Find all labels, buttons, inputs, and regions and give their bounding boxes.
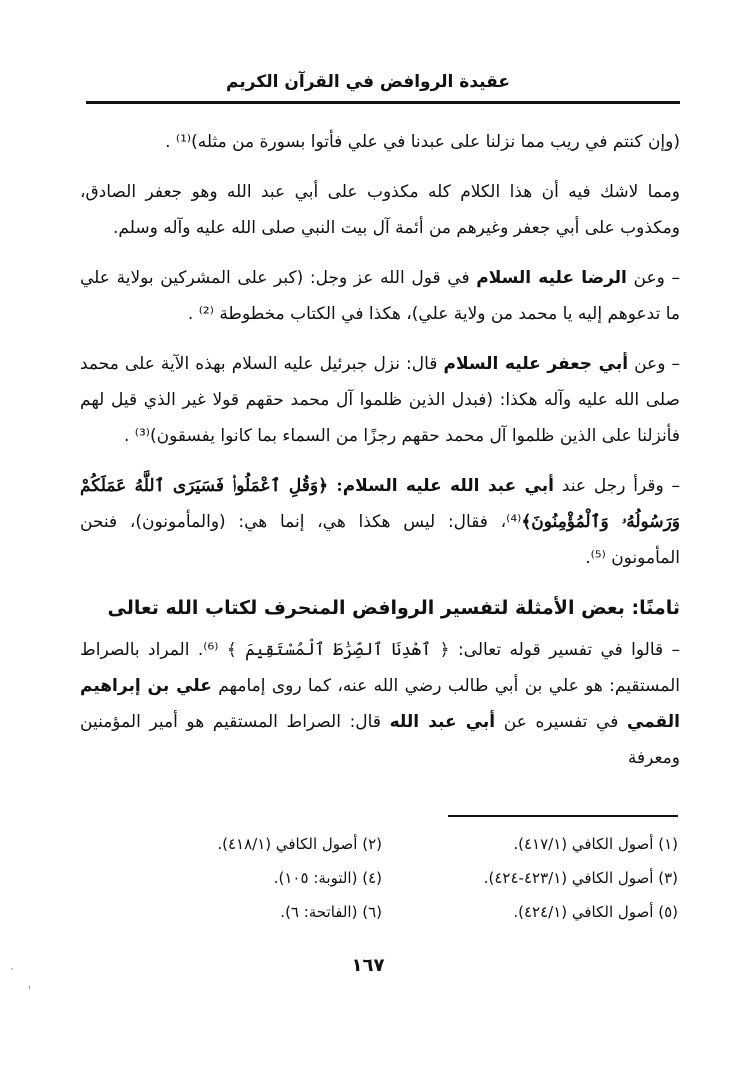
- footnote-row: [86, 827, 678, 861]
- footnote-4: (٤) (التوبة: ١٠٥).: [273, 869, 382, 887]
- footnote-3: (٣) أصول الكافي (٤٢٣/١-٤٢٤).: [483, 869, 678, 887]
- section-heading: ثامنًا: بعض الأمثلة لتفسير الروافض المنحرف لكتاب الله تعالى: [107, 597, 680, 619]
- paragraph-6: [80, 632, 680, 776]
- p4-rest: قال: نزل جبرئيل عليه السلام بهذه الآية على محمد صلى الله عليه وآله هكذا: (فبدل الذين ظلموا آل محمد حقهم قولا غير الذي قيل لهم فأنزلنا على الذين ظلموا آل محمد حقهم رجزًا من السماء بما كانوا يفسقون)⁽³⁾ .: [80, 354, 680, 446]
- p5-bold-name: أبي عبد الله عليه السلام: [342, 476, 554, 496]
- paragraph-4: [80, 346, 680, 454]
- p6-quran-verse: ﴿ ٱهْدِنَا ٱلصِّرَٰطَ ٱلْمُسْتَقِيمَ ﴾: [226, 640, 450, 660]
- paragraph-5: [80, 468, 680, 576]
- footnote-5: (٥) أصول الكافي (٤٢٤/١).: [513, 903, 678, 921]
- footnote-row: [86, 895, 678, 929]
- scan-speck: ·: [10, 962, 14, 976]
- paragraph-3: [80, 260, 680, 332]
- p4-lead: – وعن: [628, 354, 680, 374]
- p3-rest: في قول الله عز وجل: (كبر على المشركين بولاية علي ما تدعوهم إليه يا محمد من ولاية علي)، هكذا في الكتاب مخطوطة ⁽²⁾ .: [80, 268, 680, 324]
- p6-bold-name-2: أبي عبد الله: [389, 712, 496, 732]
- footnote-1: (١) أصول الكافي (٤١٧/١).: [513, 835, 678, 853]
- p6-mid: ⁽⁶⁾. المراد بالصراط المستقيم: هو علي بن أبي طالب رضي الله عنه، كما روى إمامهم: [80, 640, 680, 696]
- footnote-row: [86, 861, 678, 895]
- p3-lead: – وعن: [626, 268, 680, 288]
- footnotes: [86, 827, 678, 929]
- p6-mid-2: في تفسيره عن: [495, 712, 627, 732]
- p4-bold-name: أبي جعفر عليه السلام: [443, 354, 629, 374]
- header-divider: [86, 101, 680, 104]
- p5-quran-verse: : ﴿وَقُلِ ٱعْمَلُوا۟ فَسَيَرَى ٱللَّهُ عَمَلَكُمْ وَرَسُولُهُۥ وَٱلْمُؤْمِنُونَ﴾: [80, 476, 680, 532]
- p6-lead: – قالوا في تفسير قوله تعالى:: [449, 640, 681, 660]
- body-text: [80, 124, 680, 790]
- footnote-divider: [448, 815, 678, 817]
- running-header-title: عقيدة الروافض في القرآن الكريم: [226, 72, 510, 92]
- paragraph-1: (وإن كنتم في ريب مما نزلنا على عبدنا في علي فأتوا بسورة من مثله)⁽¹⁾ .: [165, 132, 680, 152]
- p3-bold-name: الرضا عليه السلام: [476, 268, 627, 288]
- scan-speck: ˌ: [28, 976, 32, 990]
- footnote-6: (٦) (الفاتحة: ٦).: [280, 903, 382, 921]
- page-number: ١٦٧: [351, 955, 385, 976]
- p6-bold-name-1: علي بن إبراهيم القمي: [80, 676, 680, 732]
- p5-rest: ⁽⁴⁾، فقال: ليس هكذا هي، إنما هي: (والمأمونون)، فنحن المأمونون ⁽⁵⁾.: [80, 512, 680, 568]
- paragraph-2: ومما لاشك فيه أن هذا الكلام كله مكذوب على أبي عبد الله وهو جعفر الصادق، ومكذوب على أبي جعفر وغيرهم من أئمة آل بيت النبي صلى الله عليه وآله وسلم.: [80, 182, 680, 238]
- p6-rest: قال: الصراط المستقيم هو أمير المؤمنين ومعرفة: [80, 712, 680, 768]
- p5-lead: – وقرأ رجل عند: [553, 476, 680, 496]
- footnote-2: (٢) أصول الكافي (٤١٨/١).: [217, 835, 382, 853]
